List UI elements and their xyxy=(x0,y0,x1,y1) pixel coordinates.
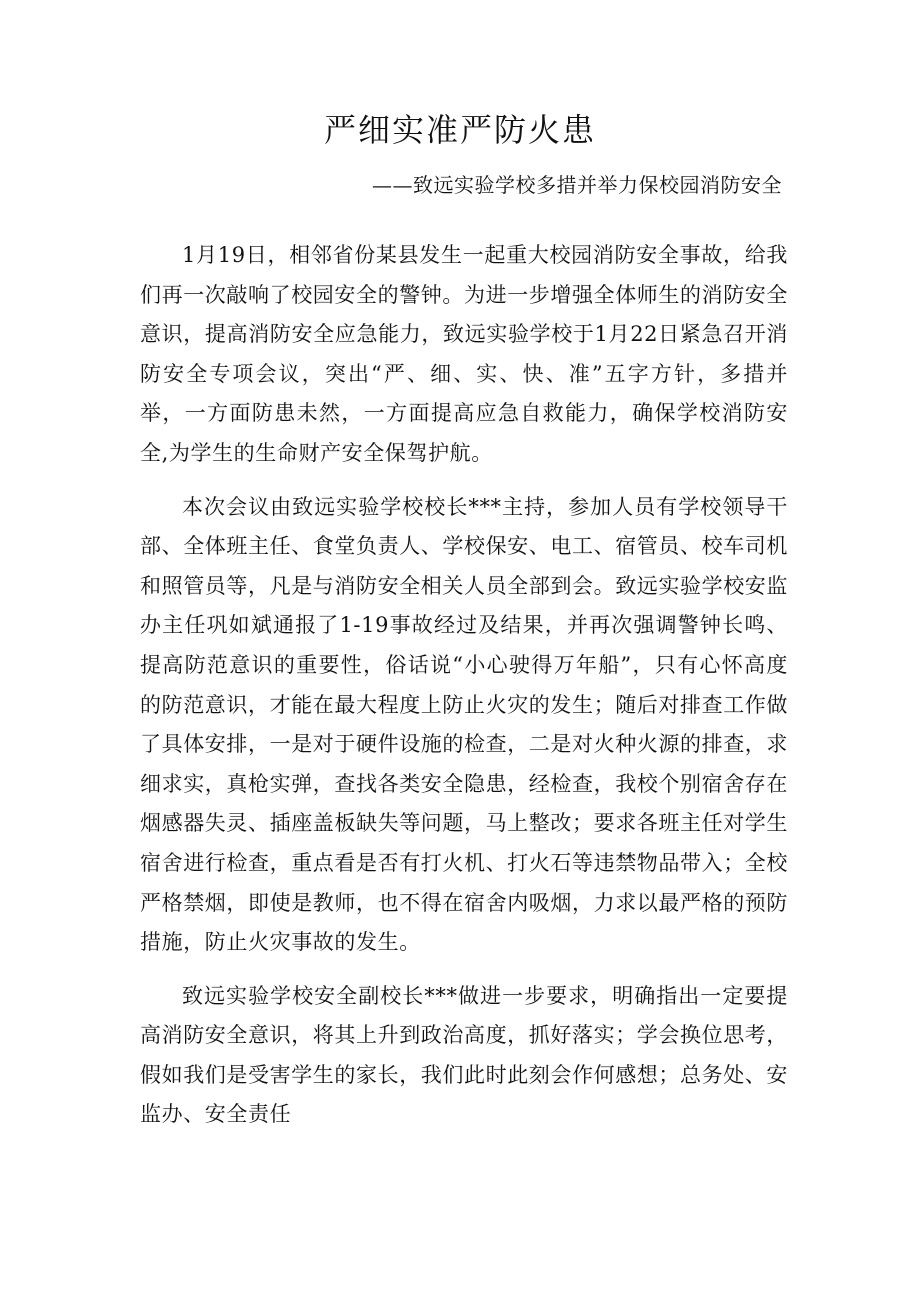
paragraph-1: 1月19日，相邻省份某县发生一起重大校园消防安全事故，给我们再一次敲响了校园安全的警钟。为进一步增强全体师生的消防安全意识，提高消防安全应急能力，致远实验学校于1月22日紧急召开消防安全专项会议，突出“严、细、实、快、准”五字方针，多措并举，一方面防患未然，一方面提高应急自救能力，确保学校消防安全,为学生的生命财产安全保驾护航。 xyxy=(140,243,788,465)
paragraph-3: 致远实验学校安全副校长***做进一步要求，明确指出一定要提高消防安全意识，将其上升到政治高度，抓好落实；学会换位思考，假如我们是受害学生的家长，我们此时此刻会作何感想；总务处、安监办、安全责任 xyxy=(140,983,788,1127)
document-body xyxy=(140,236,788,1149)
paragraph-2: 本次会议由致远实验学校校长***主持，参加人员有学校领导干部、全体班主任、食堂负责人、学校保安、电工、宿管员、校车司机和照管员等，凡是与消防安全相关人员全部到会。致远实验学校安监办主任巩如斌通报了1-19事故经过及结果，并再次强调警钟长鸣、提高防范意识的重要性，俗话说“小心驶得万年船”，只有心怀高度的防范意识，才能在最大程度上防止火灾的发生；随后对排查工作做了具体安排，一是对于硬件设施的检查，二是对火种火源的排查，求细求实，真枪实弹，查找各类安全隐患，经检查，我校个别宿舍存在烟感器失灵、插座盖板缺失等问题，马上整改；要求各班主任对学生宿舍进行检查，重点看是否有打火机、打火石等违禁物品带入；全校严格禁烟，即使是教师，也不得在宿舍内吸烟，力求以最严格的预防措施，防止火灾事故的发生。 xyxy=(140,494,788,955)
document-subtitle: ——致远实验学校多措并举力保校园消防安全 xyxy=(372,173,782,197)
document-title: 严细实准严防火患 xyxy=(323,111,596,149)
